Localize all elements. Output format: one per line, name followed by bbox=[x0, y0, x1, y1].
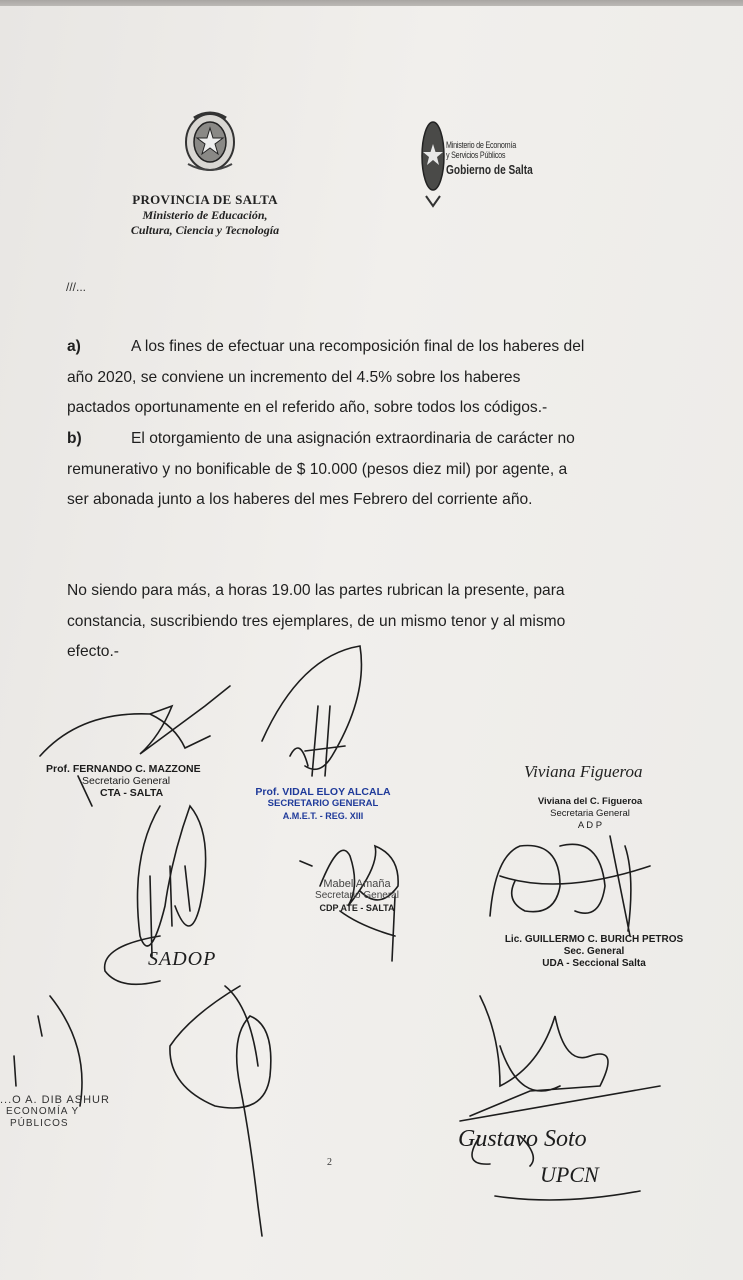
uda-role: Sec. General bbox=[563, 946, 625, 957]
item-b-label: b) bbox=[67, 430, 82, 447]
uda-name: Lic. GUILLERMO C. BURICH PETROS bbox=[504, 934, 684, 945]
economia-line-3: PÚBLICOS bbox=[10, 1118, 69, 1129]
signatory-amet bbox=[248, 786, 398, 822]
item-a-line-2: año 2020, se conviene un incremento del 4.5% sobre los haberes bbox=[67, 368, 521, 386]
signatory-adp bbox=[530, 796, 650, 832]
gov-ministry-line-1: Ministerio de Economía bbox=[446, 140, 516, 150]
document-page bbox=[0, 6, 743, 1280]
cta-name: Prof. FERNANDO C. MAZZONE bbox=[46, 763, 201, 775]
cta-role: Secretario General bbox=[82, 775, 171, 787]
ate-org: CDP ATE - SALTA bbox=[319, 903, 395, 913]
economia-name: ...O A. DIB ASHUR bbox=[0, 1094, 110, 1106]
economia-line-2: ECONOMÍA Y bbox=[6, 1106, 80, 1117]
province-name: PROVINCIA DE SALTA bbox=[132, 192, 278, 207]
signatory-cta bbox=[46, 763, 201, 799]
ate-role: Secretario General bbox=[315, 890, 399, 901]
item-b-line-1: b) El otorgamiento de una asignación extraordinaria de carácter no bbox=[67, 424, 657, 455]
sadop-handwritten: SADOP bbox=[148, 948, 217, 970]
amet-name: Prof. VIDAL ELOY ALCALA bbox=[255, 786, 391, 798]
signature-scribbles bbox=[0, 6, 743, 1280]
adp-role: Secretaria General bbox=[550, 808, 630, 819]
page-number: 2 bbox=[327, 1157, 332, 1168]
uda-org: UDA - Seccional Salta bbox=[542, 958, 646, 969]
upcn-handwritten-org: UPCN bbox=[540, 1162, 599, 1187]
ministry-line-2: Cultura, Ciencia y Tecnología bbox=[130, 223, 280, 237]
signatory-economia bbox=[0, 1094, 110, 1130]
signatory-ate bbox=[292, 878, 422, 914]
signatory-uda bbox=[496, 934, 692, 970]
gov-name: Gobierno de Salta bbox=[446, 162, 533, 177]
ministry-line-1: Ministerio de Educación, bbox=[142, 208, 268, 222]
adp-name: Viviana del C. Figueroa bbox=[537, 796, 643, 807]
upcn-handwritten-name: Gustavo Soto bbox=[458, 1126, 587, 1152]
item-b-line-3: ser abonada junto a los haberes del mes Febrero del corriente año. bbox=[67, 491, 533, 508]
cta-org: CTA - SALTA bbox=[100, 787, 164, 799]
closing-line-3: efecto.- bbox=[67, 643, 120, 660]
item-a-label: a) bbox=[67, 338, 81, 355]
closing-line-2: constancia, suscribiendo tres ejemplares, de un mismo tenor y al mismo bbox=[67, 612, 566, 630]
closing-line-1: No siendo para más, a horas 19.00 las partes rubrican la presente, para bbox=[67, 582, 565, 599]
adp-handwritten: Viviana Figueroa bbox=[524, 762, 643, 781]
item-a-line-3: pactados oportunamente en el referido año, sobre todos los códigos.- bbox=[67, 399, 548, 416]
continuation-marker: ///... bbox=[66, 280, 87, 294]
adp-org: A D P bbox=[577, 820, 603, 831]
ate-name: Mabel Amaña bbox=[323, 878, 391, 890]
item-a-line-1: a) A los fines de efectuar una recomposición final de los haberes del bbox=[67, 332, 657, 363]
gov-ministry-line-2: y Servicios Públicos bbox=[446, 150, 506, 160]
amet-org: A.M.E.T. - REG. XIII bbox=[282, 811, 364, 821]
item-b-line-2: remunerativo y no bonificable de $ 10.000 (pesos diez mil) por agente, a bbox=[67, 460, 568, 478]
amet-role: SECRETARIO GENERAL bbox=[267, 798, 379, 809]
